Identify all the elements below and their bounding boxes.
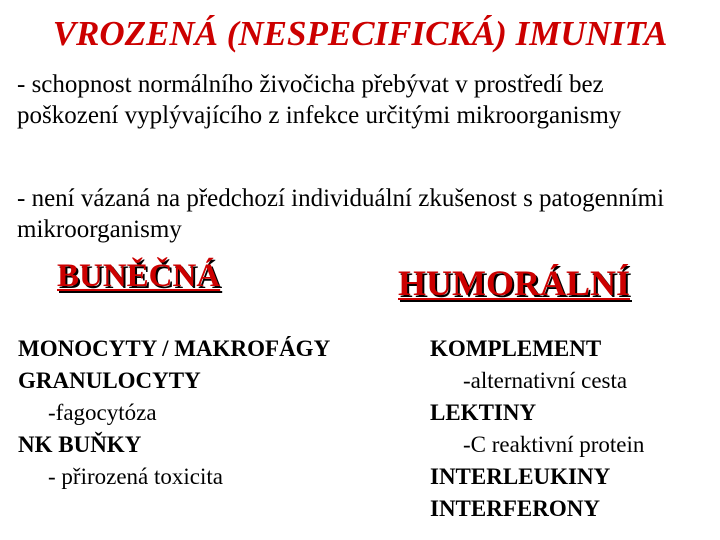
- category-humoral-heading: HUMORÁLNÍ: [398, 263, 630, 303]
- list-item: NK BUŇKY: [18, 432, 142, 457]
- list-item: INTERFERONY: [430, 496, 600, 521]
- cellular-list: [18, 333, 330, 493]
- list-subitem: -fagocytóza: [48, 400, 157, 425]
- list-item: INTERLEUKINY: [430, 464, 611, 489]
- list-item: KOMPLEMENT: [430, 336, 602, 361]
- slide-title: VROZENÁ (NESPECIFICKÁ) IMUNITA: [52, 14, 668, 53]
- list-subitem: - přirozená toxicita: [48, 464, 223, 489]
- list-item: GRANULOCYTY: [18, 368, 201, 393]
- definition-paragraph: - schopnost normálního živočicha přebývat v prostředí bez poškození vyplývajícího z infekce určitými mikroorganismy: [17, 71, 622, 129]
- characteristic-paragraph: - není vázaná na předchozí individuální zkušenost s patogenními mikroorganismy: [17, 185, 665, 243]
- category-cellular-heading: BUNĚČNÁ: [57, 258, 221, 294]
- list-subitem: -C reaktivní protein: [463, 432, 645, 457]
- list-item: MONOCYTY / MAKROFÁGY: [18, 336, 331, 361]
- list-subitem: -alternativní cesta: [463, 368, 628, 393]
- humoral-list: [430, 333, 644, 525]
- list-item: LEKTINY: [430, 400, 537, 425]
